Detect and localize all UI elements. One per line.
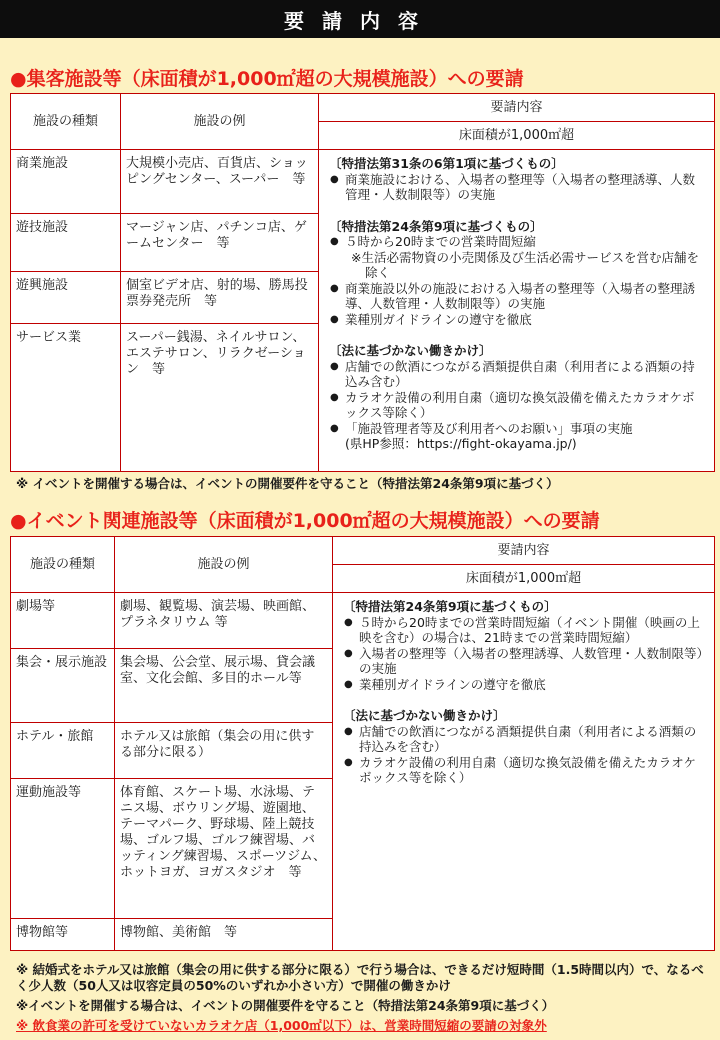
section2-note-event: ※イベントを開催する場合は、イベントの開催要件を守ること（特措法第24条第9項に基づく） — [16, 998, 555, 1013]
request-item: ● 商業施設以外の施設における入場者の整理等（入場者の整理誘導、人数管理・人数制限等）の実施 — [329, 281, 706, 312]
facility-example: 体育館、スケート場、水泳場、テニス場、ボウリング場、遊園地、テーマパーク、野球場、陸上競技場、ゴルフ場、ゴルフ練習場、バッティング練習場、スポーツジム、ホットヨガ、ヨガスタジオ 等 — [115, 779, 333, 919]
section1-table — [10, 93, 715, 472]
facility-type: 劇場等 — [11, 593, 115, 649]
request-item: ● 商業施設における、入場者の整理等（入場者の整理誘導、人数管理・人数制限等）の実施 — [329, 172, 706, 203]
facility-example: 集会場、公会堂、展示場、貸会議室、文化会館、多目的ホール等 — [115, 649, 333, 723]
request-subnote: ※生活必需物資の小売関係及び生活必需サービスを営む店舗を除く — [351, 249, 699, 280]
request-content — [333, 593, 715, 951]
facility-example: 大規模小売店、百貨店、ショッピングセンター、スーパー 等 — [121, 150, 319, 214]
request-heading: 〔特措法第31条の6第1項に基づくもの〕 — [329, 156, 564, 171]
request-item: ● カラオケ設備の利用自粛（適切な換気設備を備えたカラオケボックス等除く） — [329, 390, 706, 421]
col-type-header: 施設の種類 — [11, 94, 121, 150]
col-request-header: 要請内容 — [333, 537, 715, 565]
request-item: ● 入場者の整理等（入場者の整理誘導、人数管理・人数制限等）の実施 — [343, 646, 706, 677]
facility-type: 集会・展示施設 — [11, 649, 115, 723]
facility-example: スーパー銭湯、ネイルサロン、エステサロン、リラクゼーション 等 — [121, 324, 319, 472]
col-floor-header: 床面積が1,000㎡超 — [319, 122, 715, 150]
request-heading: 〔法に基づかない働きかけ〕 — [343, 708, 506, 723]
facility-example: 博物館、美術館 等 — [115, 919, 333, 951]
facility-type: 博物館等 — [11, 919, 115, 951]
section2-title: ●イベント関連施設等（床面積が1,000㎡超の大規模施設）への要請 — [10, 510, 600, 532]
col-example-header: 施設の例 — [121, 94, 319, 150]
facility-type: 遊興施設 — [11, 272, 121, 324]
request-heading: 〔特措法第24条第9項に基づくもの〕 — [329, 218, 543, 234]
facility-type: ホテル・旅館 — [11, 723, 115, 779]
request-item: ● ５時から20時までの営業時間短縮（イベント開催（映画の上映を含む）の場合は、21時までの営業時間短縮） — [343, 615, 706, 646]
facility-example: マージャン店、パチンコ店、ゲームセンター 等 — [121, 214, 319, 272]
page-title: 要請内容 — [284, 8, 436, 33]
facility-type: サービス業 — [11, 324, 121, 472]
col-floor-header: 床面積が1,000㎡超 — [333, 565, 715, 593]
request-heading: 〔特措法第24条第9項に基づくもの〕 — [343, 599, 557, 614]
request-content — [319, 150, 715, 472]
request-item: ● 店舗での飲酒につながる酒類提供自粛（利用者による酒類の持込みを含む） — [343, 724, 706, 755]
section2-table — [10, 536, 715, 951]
section2-note-karaoke: ※ 飲食業の許可を受けていないカラオケ店（1,000㎡以下）は、営業時間短縮の要請の対象外 — [16, 1018, 547, 1033]
facility-type: 遊技施設 — [11, 214, 121, 272]
facility-example: ホテル又は旅館（集会の用に供する部分に限る） — [115, 723, 333, 779]
request-item: ● 業種別ガイドラインの遵守を徹底 — [329, 312, 706, 328]
page-header — [0, 0, 720, 38]
request-item: ● 店舗での飲酒につながる酒類提供自粛（利用者による酒類の持込み含む） — [329, 359, 706, 390]
facility-example: 個室ビデオ店、射的場、勝馬投票券発売所 等 — [121, 272, 319, 324]
col-example-header: 施設の例 — [115, 537, 333, 593]
request-item: ● 「施設管理者等及び利用者へのお願い」事項の実施 (県HP参照：https://fight-okayama.jp/) — [329, 421, 706, 452]
facility-type: 商業施設 — [11, 150, 121, 214]
section1-note: ※ イベントを開催する場合は、イベントの開催要件を守ること（特措法第24条第9項に基づく） — [16, 476, 559, 491]
facility-example: 劇場、観覧場、演芸場、映画館、プラネタリウム 等 — [115, 593, 333, 649]
section2-note-wedding: ※ 結婚式をホテル又は旅館（集会の用に供する部分に限る）で行う場合は、できるだけ短時間（1.5時間以内）で、なるべく少人数（50人又は収容定員の50%のいずれか小さい方）で開催の働きかけ — [16, 962, 704, 993]
request-heading: 〔法に基づかない働きかけ〕 — [329, 343, 492, 358]
section1-title: ●集客施設等（床面積が1,000㎡超の大規模施設）への要請 — [10, 68, 524, 90]
website-reference: (県HP参照：https://fight-okayama.jp/) — [345, 436, 577, 451]
col-request-header: 要請内容 — [319, 94, 715, 122]
request-item: ● カラオケ設備の利用自粛（適切な換気設備を備えたカラオケボックス等を除く） — [343, 755, 706, 786]
col-type-header: 施設の種類 — [11, 537, 115, 593]
facility-type: 運動施設等 — [11, 779, 115, 919]
request-item: ● ５時から20時までの営業時間短縮 — [329, 234, 706, 250]
request-item: ● 業種別ガイドラインの遵守を徹底 — [343, 677, 706, 693]
